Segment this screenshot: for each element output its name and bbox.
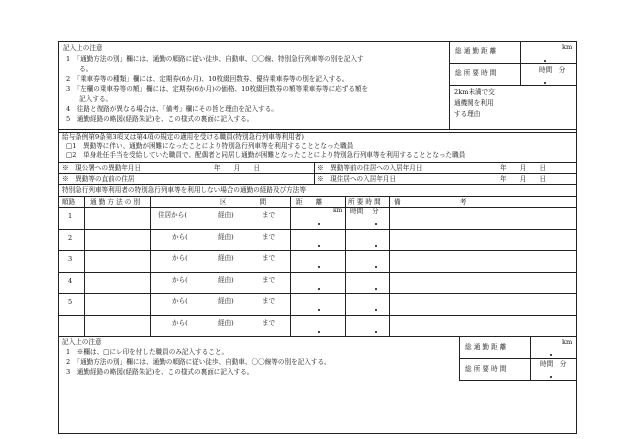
header-time: 所 要 時 間 bbox=[348, 198, 381, 206]
reason-line-3: する理由 bbox=[454, 110, 481, 118]
bottom-distance-unit: km bbox=[562, 338, 573, 346]
checkbox-option-2[interactable]: □2 単身赴任手当を受給していた職員で、配偶者と同居し通勤が困難となったことにより特別急行列車等を利用することとなった職員 bbox=[66, 151, 466, 159]
top-note-line-4: 4 往路と復路が異なる場合は、「備考」欄にその旨と理由を記入する。 bbox=[66, 105, 278, 113]
table-header-bottom bbox=[58, 207, 577, 208]
top-note-line-3b: 記入する。 bbox=[66, 95, 113, 103]
time-dot bbox=[550, 376, 552, 378]
header-remarks: 備 考 bbox=[394, 198, 467, 206]
time-dot bbox=[375, 266, 377, 268]
table-row-line bbox=[58, 293, 577, 294]
route-via-label: 経由) bbox=[218, 318, 234, 327]
table-header-top bbox=[58, 196, 577, 197]
top-note-line-2: 2 「乗車券等の種類」欄には、定期券(6か月)、10枚綴回数券、優待乗車券等の別を記入する。 bbox=[66, 75, 349, 83]
decimal-dot bbox=[550, 354, 552, 356]
distance-decimal-dot bbox=[318, 288, 320, 290]
side-box-row-line-2 bbox=[449, 85, 577, 86]
route-to-label: まで bbox=[262, 211, 276, 219]
route-from-label: 住居から( bbox=[158, 211, 187, 219]
table-row-line bbox=[58, 315, 577, 316]
header-distance: 距 離 bbox=[296, 198, 323, 206]
route-to-label: まで bbox=[262, 297, 276, 305]
time-minute-unit: 分 bbox=[372, 207, 379, 215]
bottom-time-label: 総 所 要 時 間 bbox=[465, 365, 507, 373]
route-order-number: 4 bbox=[68, 276, 73, 285]
route-to-label: まで bbox=[262, 318, 276, 327]
side-box-row-line bbox=[449, 63, 577, 64]
route-via-label: 経由) bbox=[218, 211, 234, 219]
prior-residence-label: ※ 異動等の直前の住居 bbox=[62, 175, 135, 183]
bottom-note-line-1: 1 ※欄は、□にレ印を付した職員のみ記入すること。 bbox=[66, 348, 229, 356]
bottom-box-row-line bbox=[459, 358, 577, 359]
section2-heading: 給与条例第9条第3項又は第4項の規定の適用を受ける職員(特別急行列車等利用者) bbox=[62, 133, 304, 141]
bottom-time-unit: 時間 分 bbox=[540, 360, 567, 368]
time-dot bbox=[375, 288, 377, 290]
reason-line-1: 2km未満で交 bbox=[454, 88, 495, 96]
time-dot bbox=[544, 82, 546, 84]
current-residence-date-field[interactable]: 年 月 日 bbox=[500, 175, 547, 183]
route-table-title: 特別急行列車等利用者の特別急行列車等を利用しない場合の通勤の経路及び方法等 bbox=[62, 186, 306, 194]
distance-decimal-dot bbox=[318, 245, 320, 247]
distance-decimal-dot bbox=[318, 266, 320, 268]
time-dot bbox=[375, 331, 377, 333]
route-from-label: から( bbox=[172, 275, 188, 284]
total-time-unit: 時間 分 bbox=[539, 66, 566, 74]
route-via-label: 経由) bbox=[218, 275, 234, 284]
route-from-label: から( bbox=[172, 318, 188, 327]
route-order-number: 2 bbox=[68, 233, 73, 242]
route-from-label: から( bbox=[172, 297, 188, 305]
top-note-line-3: 3 「左欄の乗車券等の額」欄には、定期券(6か月)の価格、10枚綴回数券の額等乗車券等に応ずる額を bbox=[66, 85, 369, 93]
route-from-label: から( bbox=[172, 254, 188, 262]
route-to-label: まで bbox=[262, 254, 276, 262]
total-time-label: 総 所 要 時 間 bbox=[455, 69, 497, 77]
checkbox-option-1[interactable]: □1 異動等に伴い、通勤が困難になったことにより特別急行列車等を利用することとなった職員 bbox=[66, 142, 354, 150]
reason-line-2: 通機関を利用 bbox=[454, 99, 494, 107]
table-row-line bbox=[58, 272, 577, 273]
route-to-label: まで bbox=[262, 275, 276, 284]
bottom-box-bottom-line bbox=[459, 380, 577, 381]
route-via-label: 経由) bbox=[218, 232, 234, 241]
total-distance-unit: km bbox=[562, 43, 573, 51]
bottom-notes-title: 記入上の注意 bbox=[62, 338, 102, 346]
top-notes-title: 記入上の注意 bbox=[63, 44, 103, 52]
route-order-number: 3 bbox=[68, 255, 73, 263]
header-order: 順路 bbox=[62, 198, 76, 206]
bottom-section-line bbox=[58, 336, 577, 337]
transfer-date-field[interactable]: 年 月 日 bbox=[214, 164, 261, 172]
decimal-dot bbox=[544, 60, 546, 62]
route-order-number: 5 bbox=[68, 298, 73, 306]
prior-residence-date-field[interactable]: 年 月 日 bbox=[500, 164, 547, 172]
table-row-line bbox=[58, 250, 577, 251]
current-residence-date-label: ※ 現住居への入居年月日 bbox=[317, 175, 397, 183]
route-via-label: 経由) bbox=[218, 297, 234, 305]
row-line bbox=[58, 184, 577, 185]
route-from-label: から( bbox=[172, 232, 188, 241]
distance-decimal-dot bbox=[318, 309, 320, 311]
header-method: 通 勤 方 法 の 別 bbox=[90, 198, 141, 206]
prior-residence-date-label: ※ 異動等前の住居への入居年月日 bbox=[317, 164, 423, 172]
total-distance-label: 総 通 勤 距 離 bbox=[455, 47, 497, 55]
distance-decimal-dot bbox=[318, 223, 320, 225]
bottom-distance-label: 総 通 勤 距 離 bbox=[465, 343, 507, 351]
top-note-line-1b: る。 bbox=[66, 65, 93, 73]
bottom-note-line-2: 2 「通勤方法の別」欄には、通勤の順路に従い徒歩、自動車、〇〇線等の別を記入する。 bbox=[66, 358, 331, 366]
top-note-line-5: 5 通勤経路の略図(経路朱記)を、この様式の裏面に記入する。 bbox=[66, 115, 254, 123]
time-dot bbox=[375, 309, 377, 311]
bottom-note-line-3: 3 通勤経路の略図(経路朱記)を、この様式の裏面に記入する。 bbox=[66, 368, 254, 376]
table-row-line bbox=[58, 229, 577, 230]
route-to-label: まで bbox=[262, 232, 276, 241]
distance-unit: km bbox=[333, 207, 343, 214]
distance-decimal-dot bbox=[318, 331, 320, 333]
row-line bbox=[58, 162, 577, 163]
route-via-label: 経由) bbox=[218, 254, 234, 262]
header-section: 区 間 bbox=[220, 198, 267, 206]
row-line bbox=[58, 173, 577, 174]
top-note-line-1: 1 「通勤方法の別」欄には、通勤の順路に従い徒歩、自動車、〇〇線、特別急行列車等の別を記入す bbox=[66, 55, 364, 63]
time-hour-unit: 時間 bbox=[350, 207, 364, 215]
time-dot bbox=[375, 223, 377, 225]
transfer-date-label: ※ 現公署への異動年月日 bbox=[62, 164, 142, 172]
time-dot bbox=[375, 245, 377, 247]
route-order-number: 1 bbox=[68, 212, 73, 220]
